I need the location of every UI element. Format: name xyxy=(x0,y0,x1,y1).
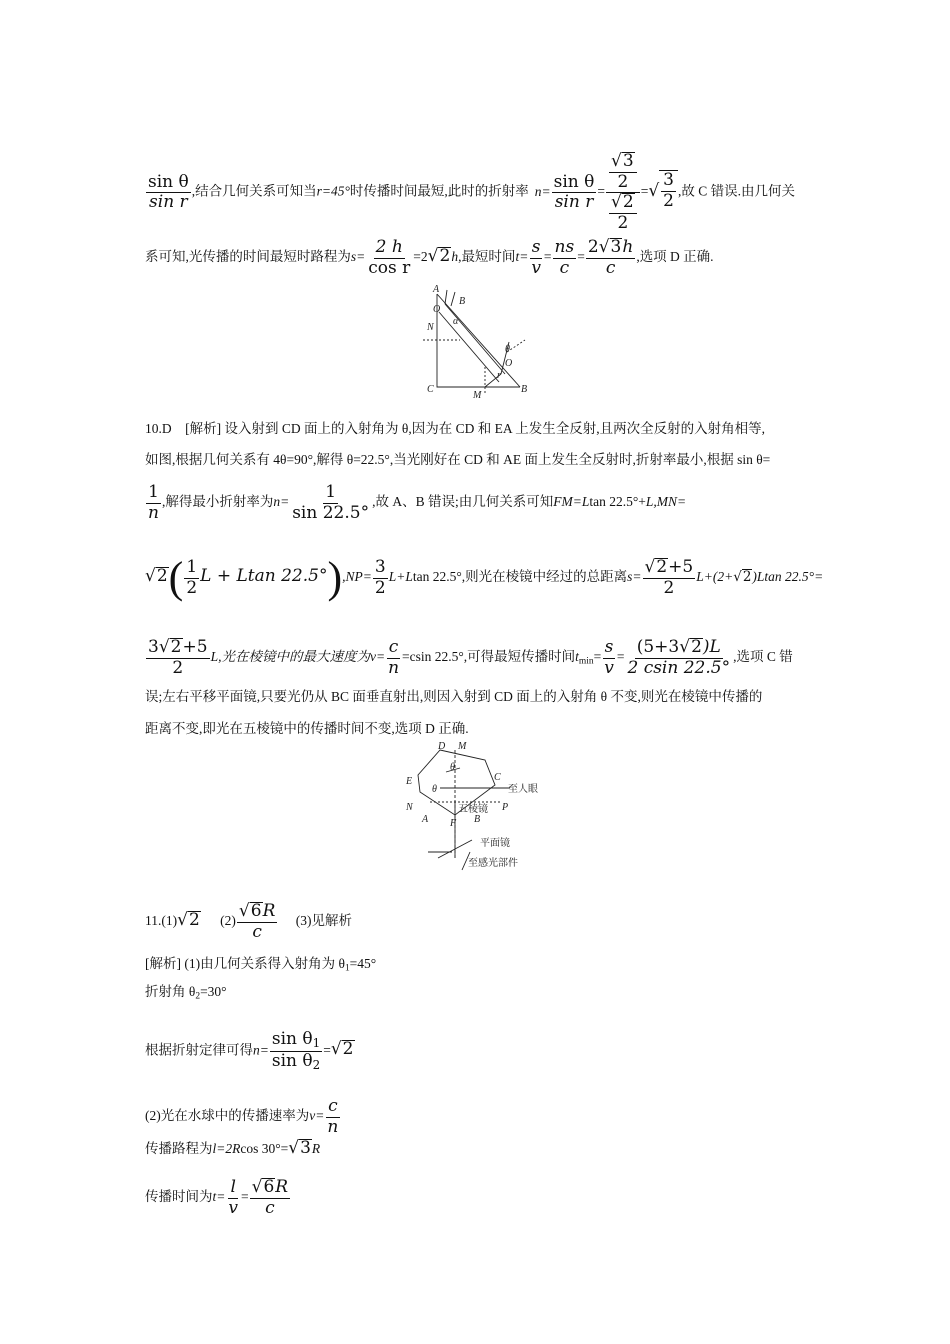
denominator: c xyxy=(265,1197,275,1218)
numerator: s xyxy=(531,237,541,257)
radicand: 2 xyxy=(742,569,752,586)
label-O: O xyxy=(433,304,441,315)
q10-line-3 xyxy=(145,483,686,523)
numerator: sin θ xyxy=(553,171,595,192)
var: h xyxy=(622,237,634,257)
text: ,选项 C 错 xyxy=(733,649,793,665)
text: = xyxy=(593,649,602,665)
label-to-eye: 至人眼 xyxy=(508,784,538,795)
q10-line-6: 误;左右平移平面镜,只要光仍从 BC 面垂直射出,则因入射到 CD 面上的入射角 θ 不变,则光在棱镜中传播的 xyxy=(145,689,763,704)
fraction-2root3h-over-c: $\frac{2√3h}{c}$ xyxy=(587,237,634,278)
text: R xyxy=(311,1141,321,1156)
radicand: 3 xyxy=(610,237,622,257)
q11-step-1 xyxy=(145,954,376,978)
denominator: n xyxy=(327,1116,339,1137)
q11-answer-line: 11.(1)√2 (2) $\frac{√6R}{c}$ (3)见解析 xyxy=(145,901,353,942)
label-M: M xyxy=(473,390,482,400)
text: tan 22.5°,则光在棱镜中经过的总距离 xyxy=(412,569,628,585)
text: r=45° xyxy=(316,183,350,199)
denominator: 2 xyxy=(172,657,184,678)
denominator: 2 xyxy=(617,212,629,233)
q11-step-6 xyxy=(145,1178,291,1218)
q11-step-2 xyxy=(145,982,227,1006)
label-M: M xyxy=(458,741,467,752)
term: (5+3 xyxy=(636,637,680,657)
radicand: 2 xyxy=(656,556,668,577)
term: )L xyxy=(702,637,721,657)
text: L+(2+ xyxy=(696,569,734,585)
denominator: sin 22.5° xyxy=(292,502,370,523)
text: t xyxy=(575,649,579,665)
fraction-root2-over-2: $\frac{√2}{2}$ xyxy=(609,193,637,233)
fraction-1-over-sin225 xyxy=(290,483,371,523)
text: ,最短时间 xyxy=(458,249,516,265)
subscript: min xyxy=(578,656,594,667)
q11-step-5: 传播路程为l=2Rcos 30°=√3R xyxy=(145,1138,321,1158)
denominator: 2 csin 22.5° xyxy=(627,657,731,678)
q11-step-3: 根据折射定律可得n= $\frac{\sin \theta_1}{\sin \theta_2}$ =√2 xyxy=(145,1029,354,1072)
fraction-sin-t1-over-sin-t2 xyxy=(270,1030,322,1072)
numerator: 1 xyxy=(325,482,337,502)
fraction-sin-theta-over-sin-r-2 xyxy=(552,173,597,213)
numerator: 1 xyxy=(148,482,159,502)
label-P: P xyxy=(502,802,509,813)
text: ,解得最小折射率为 xyxy=(161,494,274,510)
text: 时传播时间最短,此时的折射率 xyxy=(349,183,529,199)
numerator: 2 h xyxy=(375,237,403,257)
text: s= xyxy=(350,249,366,265)
radicand: 2 xyxy=(188,910,200,931)
numerator: 3 xyxy=(663,170,674,191)
numerator: sin θ xyxy=(148,171,189,192)
text: =30° xyxy=(200,984,227,999)
fraction-sin-theta-over-sin-r xyxy=(146,173,191,213)
label-N: N xyxy=(406,802,413,813)
denominator: sin r xyxy=(554,192,594,213)
text: ,故 C 错误.由几何关 xyxy=(677,183,795,199)
denominator: sin θ xyxy=(271,1050,313,1071)
label-r: r xyxy=(497,370,501,381)
label-theta: θ xyxy=(450,762,455,773)
text: FM=L xyxy=(553,494,590,510)
label-F: F xyxy=(450,818,457,829)
fraction-root2-plus5-over-2: $\frac{√2+5}{2}$ xyxy=(644,556,694,598)
expr: L + Ltan 22.5° xyxy=(200,566,328,587)
text: n= xyxy=(273,494,290,510)
text: 根据折射定律可得 xyxy=(145,1042,253,1058)
fraction-l-over-v xyxy=(226,1178,240,1218)
fraction-3root2-plus5-over-2: $\frac{3√2+5}{2}$ xyxy=(148,637,208,678)
denominator: v xyxy=(228,1197,238,1218)
q10-line-4: √2( $\frac{1}{2}$ L + Ltan 22.5°),NP= $\frac{3}{2}$ L+Ltan 22.5°,则光在棱镜中经过的总距离s= $\frac{√2+5}{2}$ L+(2+√2)Ltan 22.5°= xyxy=(145,553,824,602)
label-D: D xyxy=(438,741,446,752)
text: =2 xyxy=(413,249,428,265)
text: h xyxy=(451,249,459,265)
figure-pentaprism-diagram xyxy=(400,740,560,875)
text: =csin 22.5°,可得最短传播时间 xyxy=(402,649,576,665)
q11-step-4 xyxy=(145,1097,341,1137)
fraction-1-over-n xyxy=(146,483,161,523)
numerator: sin θ xyxy=(271,1029,313,1049)
text: cos 30°= xyxy=(240,1141,289,1156)
numerator: c xyxy=(328,1096,338,1116)
text: (2) xyxy=(220,913,236,929)
fraction-c-over-n-2 xyxy=(325,1097,340,1137)
fraction-ns-over-c xyxy=(553,238,577,278)
text: 折射角 θ xyxy=(145,984,196,999)
fraction-s-over-v-2 xyxy=(602,638,616,678)
label-plane-mirror: 平面镜 xyxy=(480,838,510,849)
denominator: c xyxy=(559,257,570,278)
numerator: l xyxy=(230,1177,236,1197)
text: t= xyxy=(212,1189,226,1205)
var: R xyxy=(275,1177,289,1197)
numerator: s xyxy=(604,637,614,657)
text: 11.(1) xyxy=(145,913,178,929)
fraction-compound xyxy=(606,152,640,233)
fraction-root6R-over-c-2: $\frac{√6R}{c}$ xyxy=(251,1177,289,1218)
text: l=2R xyxy=(212,1141,241,1156)
denominator: v xyxy=(604,657,614,678)
denominator: c xyxy=(605,257,616,278)
label-B: B xyxy=(474,814,481,825)
fraction-root6R-over-c: $\frac{√6R}{c}$ xyxy=(238,901,276,942)
radicand: 2 xyxy=(691,637,702,657)
q10-line-2: 如图,根据几何关系有 4θ=90°,解得 θ=22.5°,当光刚好在 CD 和 AE 面上发生全反射时,折射率最小,根据 sin θ= xyxy=(145,452,771,467)
q10-line-5: $\frac{3√2+5}{2}$ L,光在棱镜中的最大速度为v= $\frac{c}{n}$ =csin 22.5°,可得最短传播时间$t_{min}=$ $\frac{s}{v}$ = $\frac{(5+3√2)L}{2 csin 22.5^\circ}$ ,选项 C 错 xyxy=(148,637,793,678)
fraction-tmin: $\frac{(5+3√2)L}{2 csin 22.5^\circ}$ xyxy=(627,637,731,678)
text: 传播路程为 xyxy=(145,1141,213,1156)
denominator: c xyxy=(252,921,262,942)
denominator: cos r xyxy=(368,257,411,278)
radicand: 3 xyxy=(300,1138,311,1158)
radicand: 6 xyxy=(263,1177,275,1197)
fraction-c-over-n xyxy=(386,638,401,678)
radicand: 2 xyxy=(439,246,451,267)
label-to-sensor: 至感光部件 xyxy=(468,858,518,869)
text: ,故 A、B 错误;由几何关系可知 xyxy=(372,494,554,510)
denominator: v xyxy=(531,257,541,278)
denominator: 2 xyxy=(617,171,629,192)
text: = xyxy=(240,1189,249,1205)
subscript: 2 xyxy=(195,991,201,1002)
label-E: E xyxy=(406,776,413,787)
text: tan 22.5°+ xyxy=(589,494,646,510)
text: L+L xyxy=(388,569,413,585)
text: v= xyxy=(369,649,386,665)
text: L,MN= xyxy=(645,494,687,510)
numerator: 3 xyxy=(374,556,386,577)
text: ,NP= xyxy=(342,569,372,585)
label-B: B xyxy=(459,296,466,307)
label-C: C xyxy=(494,772,501,783)
q10-line-7: 距离不变,即光在五棱镜中的传播时间不变,选项 D 正确. xyxy=(145,721,469,736)
radicand: 2 xyxy=(622,192,634,213)
label-A: A xyxy=(422,814,429,825)
subscript: 1 xyxy=(344,963,350,974)
text: v= xyxy=(309,1108,325,1124)
denominator: 2 xyxy=(663,190,674,211)
denominator: 2 xyxy=(663,577,675,598)
text: [解析] (1)由几何关系得入射角为 θ xyxy=(145,956,345,971)
para-line-2: 系可知,光传播的时间最短时路程为s= $\frac{2 h}{\text{cos r}}$ =2√2h,最短时间t= $\frac{s}{v}$ = $\frac{ns}{c}$ = $\frac{2√3h}{c}$ ,选项 D 正确. xyxy=(145,237,714,278)
fraction-3-over-2 xyxy=(373,558,388,598)
numerator: ns xyxy=(554,237,575,257)
denominator: 2 xyxy=(374,577,386,598)
figure-prism-diagram-1 xyxy=(415,282,535,400)
label-pentaprism: 五棱镜 xyxy=(458,804,488,815)
text: (3)见解析 xyxy=(295,913,353,929)
label-O2: O xyxy=(505,358,513,369)
q10-line-1: 10.D [解析] 设入射到 CD 面上的入射角为 θ,因为在 CD 和 EA 上发生全反射,且两次全反射的入射角相等, xyxy=(145,421,765,436)
radicand: 3 xyxy=(622,151,634,171)
subscript: 1 xyxy=(312,1035,321,1050)
text: L,光在棱镜中的最大速度为 xyxy=(210,649,370,665)
text: = xyxy=(323,1042,331,1058)
radicand: 2 xyxy=(156,566,168,587)
text: (2)光在水球中的传播速率为 xyxy=(145,1108,310,1124)
text: =45° xyxy=(349,956,377,971)
radicand: 2 xyxy=(170,637,182,657)
text: 系可知,光传播的时间最短时路程为 xyxy=(145,249,351,265)
term: +5 xyxy=(182,637,208,657)
fraction-half xyxy=(184,558,199,598)
label-theta-2: θ xyxy=(432,784,437,795)
text: n= xyxy=(253,1042,269,1058)
numerator: c xyxy=(388,637,399,657)
text: )Ltan 22.5°= xyxy=(752,569,824,585)
text: n= xyxy=(534,183,551,199)
coef: 3 xyxy=(148,637,159,657)
fraction-2h-over-cos-r xyxy=(366,238,412,278)
label-B2: B xyxy=(521,384,528,395)
text: t= xyxy=(515,249,529,265)
coef: 2 xyxy=(587,237,599,257)
radicand: 6 xyxy=(250,901,262,921)
denominator: 2 xyxy=(186,577,198,598)
para-line-1: $\frac{\text{sin θ}}{\text{sin r}}$ ,结合几何关系可知当r=45°时传播时间最短,此时的折射率 n= $\frac{\text{sin θ}}{\text{sin r}}$ = $\frac{\frac{√3}{2}}{\frac{√2}{2}}$ =√ $\frac{3}{2}$ ,故 C 错误.由几何关 xyxy=(148,151,795,233)
text: ,选项 D 正确. xyxy=(636,249,714,265)
sqrt-three-halves: √ $\frac{3}{2}$ xyxy=(648,181,678,201)
fraction-root3-over-2: $\frac{√3}{2}$ xyxy=(609,152,637,192)
var: R xyxy=(262,901,276,921)
text: 传播时间为 xyxy=(145,1189,213,1205)
term: +5 xyxy=(668,556,694,577)
numerator: 1 xyxy=(186,556,198,577)
denominator: sin r xyxy=(149,192,188,213)
text: s= xyxy=(627,569,642,585)
label-alpha: α xyxy=(453,316,459,327)
subscript: 2 xyxy=(312,1057,321,1072)
label-theta: θ xyxy=(505,344,510,355)
label-A: A xyxy=(433,284,440,295)
fraction-s-over-v xyxy=(529,238,543,278)
label-C: C xyxy=(427,384,434,395)
denominator: n xyxy=(148,502,159,523)
label-N: N xyxy=(427,322,434,333)
denominator: n xyxy=(388,657,400,678)
text: ,结合几何关系可知当 xyxy=(191,183,317,199)
radicand: 2 xyxy=(342,1039,354,1060)
